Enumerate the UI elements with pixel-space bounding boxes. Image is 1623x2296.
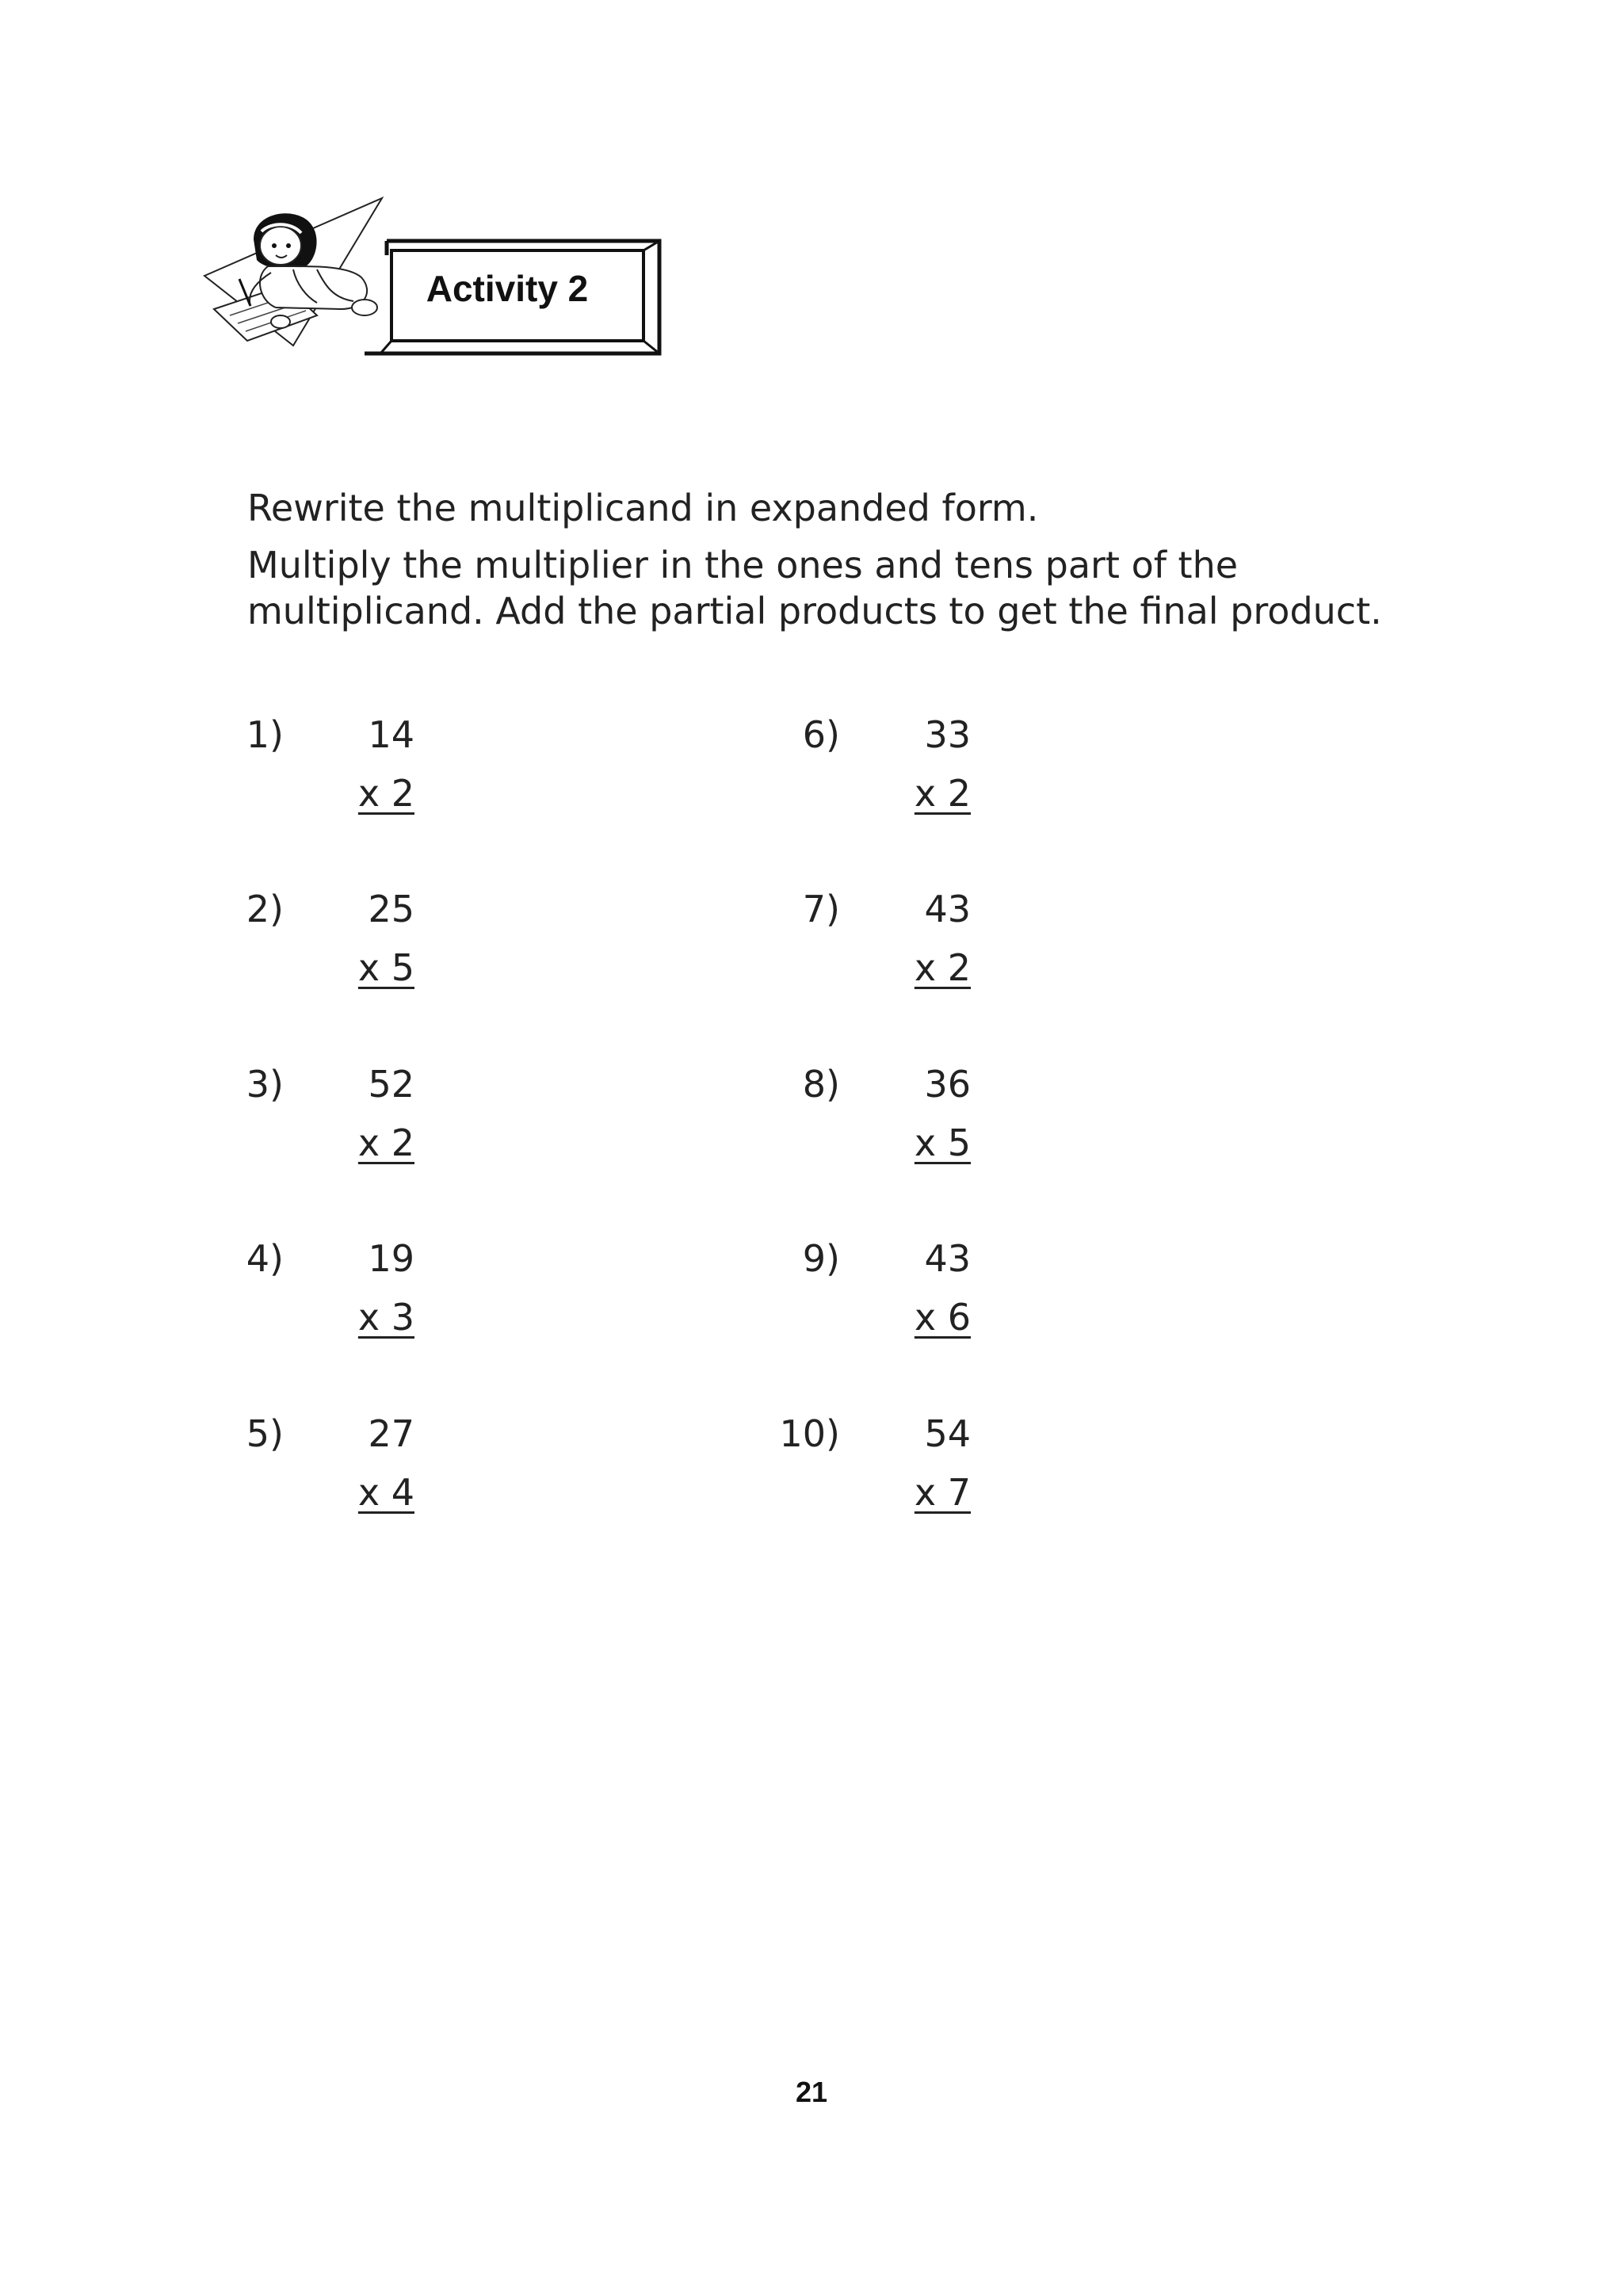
multiplicand: 27 [368, 1412, 414, 1455]
multiplicand: 36 [924, 1063, 971, 1106]
problem-number: 1) [246, 713, 284, 756]
problem-3 [197, 1061, 450, 1172]
problem-2 [197, 886, 450, 997]
multiplicand: 43 [924, 1237, 971, 1280]
multiplicand: 54 [924, 1412, 971, 1455]
instruction-line-3: multiplicand. Add the partial products to get the final product. [247, 590, 1382, 632]
problem-number: 9) [802, 1237, 840, 1280]
activity-title: Activity 2 [426, 268, 589, 309]
problem-number: 7) [802, 888, 840, 930]
problem-9 [753, 1236, 1006, 1347]
multiplicand: 33 [924, 713, 971, 756]
problem-1 [197, 712, 450, 823]
activity-heading-box [365, 238, 666, 357]
problem-number: 4) [246, 1237, 284, 1280]
multiplicand: 25 [368, 888, 414, 930]
multiplicand: 52 [368, 1063, 414, 1106]
problem-4 [197, 1236, 450, 1347]
problem-number: 5) [246, 1412, 284, 1455]
multiplier: x 7 [914, 1471, 971, 1514]
problem-7 [753, 886, 1006, 997]
problem-number: 3) [246, 1063, 284, 1106]
multiplicand: 14 [368, 713, 414, 756]
multiplicand: 43 [924, 888, 971, 930]
problem-number: 10) [779, 1412, 840, 1455]
multiplier: x 2 [357, 772, 414, 815]
problem-10 [753, 1411, 1006, 1522]
multiplicand: 19 [368, 1237, 414, 1280]
multiplier: x 2 [914, 772, 971, 815]
multiplier: x 2 [357, 1121, 414, 1164]
problem-number: 6) [802, 713, 840, 756]
problem-5 [197, 1411, 450, 1522]
problem-8 [753, 1061, 1006, 1172]
multiplier: x 3 [357, 1296, 414, 1339]
multiplier: x 4 [357, 1471, 414, 1514]
problem-number: 2) [246, 888, 284, 930]
instruction-line-2: Multiply the multiplier in the ones and tens part of the [247, 544, 1239, 586]
multiplier: x 6 [914, 1296, 971, 1339]
multiplier: x 5 [357, 946, 414, 989]
multiplier: x 2 [914, 946, 971, 989]
instruction-line-1: Rewrite the multiplicand in expanded form. [247, 487, 1039, 529]
problem-6 [753, 712, 1006, 823]
page-number: 21 [795, 2076, 828, 2108]
problem-number: 8) [802, 1063, 840, 1106]
instructions [247, 485, 1515, 634]
multiplier: x 5 [914, 1121, 971, 1164]
